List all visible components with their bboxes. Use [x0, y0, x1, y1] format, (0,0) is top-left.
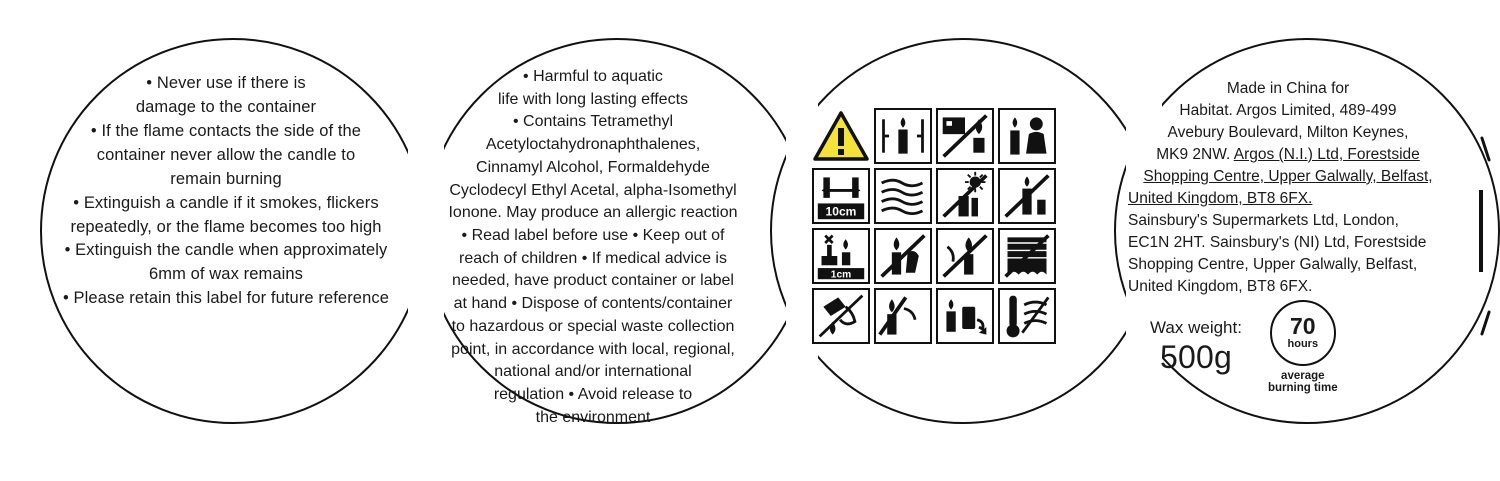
- do-not-move-burning-candle-icon: [874, 108, 932, 164]
- hazard-line: Acetyloctahydronaphthalenes,: [485, 136, 701, 154]
- safety-line: 6mm of wax remains: [148, 265, 303, 284]
- burn-time-caption-line2: burning time: [1267, 382, 1338, 395]
- address-line: United Kingdom, BT8 6FX.: [1128, 190, 1313, 207]
- hazard-line: regulation • Avoid release to: [493, 386, 693, 404]
- burn-time-unit: hours: [1287, 338, 1319, 351]
- hazard-line: at hand • Dispose of contents/container: [453, 295, 733, 313]
- minimum-distance-10cm-icon: [812, 168, 870, 224]
- address-line: Shopping Centre, Upper Galwally, Belfast,: [1128, 256, 1418, 273]
- hazard-line: the environment: [535, 408, 651, 426]
- do-not-tip-candle-icon: [936, 288, 994, 344]
- hazard-line: • Harmful to aquatic: [523, 68, 663, 85]
- safety-line: • Extinguish a candle if it smokes, flickers: [73, 193, 379, 212]
- hazard-information-text: [428, 66, 758, 430]
- address-line: Shopping Centre, Upper Galwally, Belfast,: [1143, 168, 1433, 185]
- svg-text:1cm: 1cm: [830, 269, 852, 281]
- do-not-burn-near-draughts-icon: [874, 168, 932, 224]
- keep-away-from-flammables-icon: [936, 108, 994, 164]
- safety-line: • Extinguish the candle when approximately: [64, 241, 388, 260]
- hazard-line: needed, have product container or label: [452, 272, 734, 290]
- address-line: United Kingdom, BT8 6FX.: [1128, 278, 1313, 295]
- address-line: [1128, 144, 1448, 166]
- safety-line: • Never use if there is: [146, 74, 306, 92]
- address-line-prefix: MK9 2NW.: [1156, 146, 1234, 163]
- do-not-extinguish-with-water-icon: [812, 288, 870, 344]
- do-not-burn-near-curtains-icon: [998, 228, 1056, 284]
- do-not-burn-to-end-icon: [998, 168, 1056, 224]
- safety-line: container never allow the candle to: [96, 145, 356, 164]
- safety-line: • If the flame contacts the side of the: [90, 121, 362, 140]
- wax-weight: [1150, 319, 1242, 375]
- edge-registration-mark-bottom: [1480, 310, 1491, 336]
- do-not-use-in-draught-icon: [874, 288, 932, 344]
- address-line: Made in China for: [1226, 80, 1350, 97]
- hazard-line: Cinnamyl Alcohol, Formaldehyde: [476, 158, 710, 176]
- address-line: Habitat. Argos Limited, 489-499: [1179, 102, 1397, 119]
- burn-time-badge: [1268, 300, 1338, 394]
- hazard-line: life with long lasting effects: [497, 90, 689, 108]
- hazard-line: • Contains Tetramethyl: [512, 113, 674, 131]
- hazard-line: Ionone. May produce an allergic reaction: [448, 204, 738, 222]
- safety-instructions-text: [48, 72, 404, 311]
- safety-line: repeatedly, or the flame becomes too high: [70, 217, 382, 236]
- burn-time-caption-line1: average: [1281, 370, 1325, 382]
- warning-exclamation-icon: [812, 108, 870, 164]
- pictogram-grid: [812, 108, 1056, 344]
- manufacturer-address: [1128, 78, 1448, 298]
- svg-text:10cm: 10cm: [825, 204, 857, 219]
- product-specs: [1150, 300, 1440, 394]
- hazard-line: to hazardous or special waste collection: [451, 317, 735, 335]
- wax-weight-value: 500g: [1159, 338, 1232, 375]
- edge-registration-mark: [1479, 190, 1483, 272]
- hazard-line: reach of children • If medical advice is: [459, 249, 727, 267]
- keep-away-from-children-icon: [998, 108, 1056, 164]
- hazard-line: national and/or international: [494, 363, 692, 381]
- safety-line: remain burning: [170, 169, 282, 188]
- do-not-expose-to-heat-icon: [998, 288, 1056, 344]
- hazard-line: point, in accordance with local, regional,: [451, 340, 735, 358]
- burn-time-number: 70: [1289, 313, 1316, 340]
- safety-line: • Please retain this label for future reference: [63, 289, 389, 308]
- address-line: EC1N 2HT. Sainsbury's (NI) Ltd, Forestside: [1128, 234, 1427, 251]
- burn-time-circle: [1270, 300, 1336, 366]
- hazard-line: Cyclodecyl Ethyl Acetal, alpha-Isomethyl: [449, 181, 737, 199]
- do-not-leave-unattended-icon: [936, 228, 994, 284]
- address-line: Sainsbury's Supermarkets Ltd, London,: [1128, 212, 1399, 229]
- safety-line: damage to the container: [135, 97, 317, 116]
- do-not-place-in-sunlight-icon: [936, 168, 994, 224]
- trim-wick-1cm-icon: [812, 228, 870, 284]
- hazard-line: • Read label before use • Keep out of: [461, 227, 725, 245]
- do-not-touch-flame-icon: [874, 228, 932, 284]
- address-line: Avebury Boulevard, Milton Keynes,: [1167, 124, 1409, 141]
- address-line-underlined: Argos (N.I.) Ltd, Forestside: [1233, 146, 1420, 163]
- wax-weight-label: Wax weight:: [1150, 318, 1242, 338]
